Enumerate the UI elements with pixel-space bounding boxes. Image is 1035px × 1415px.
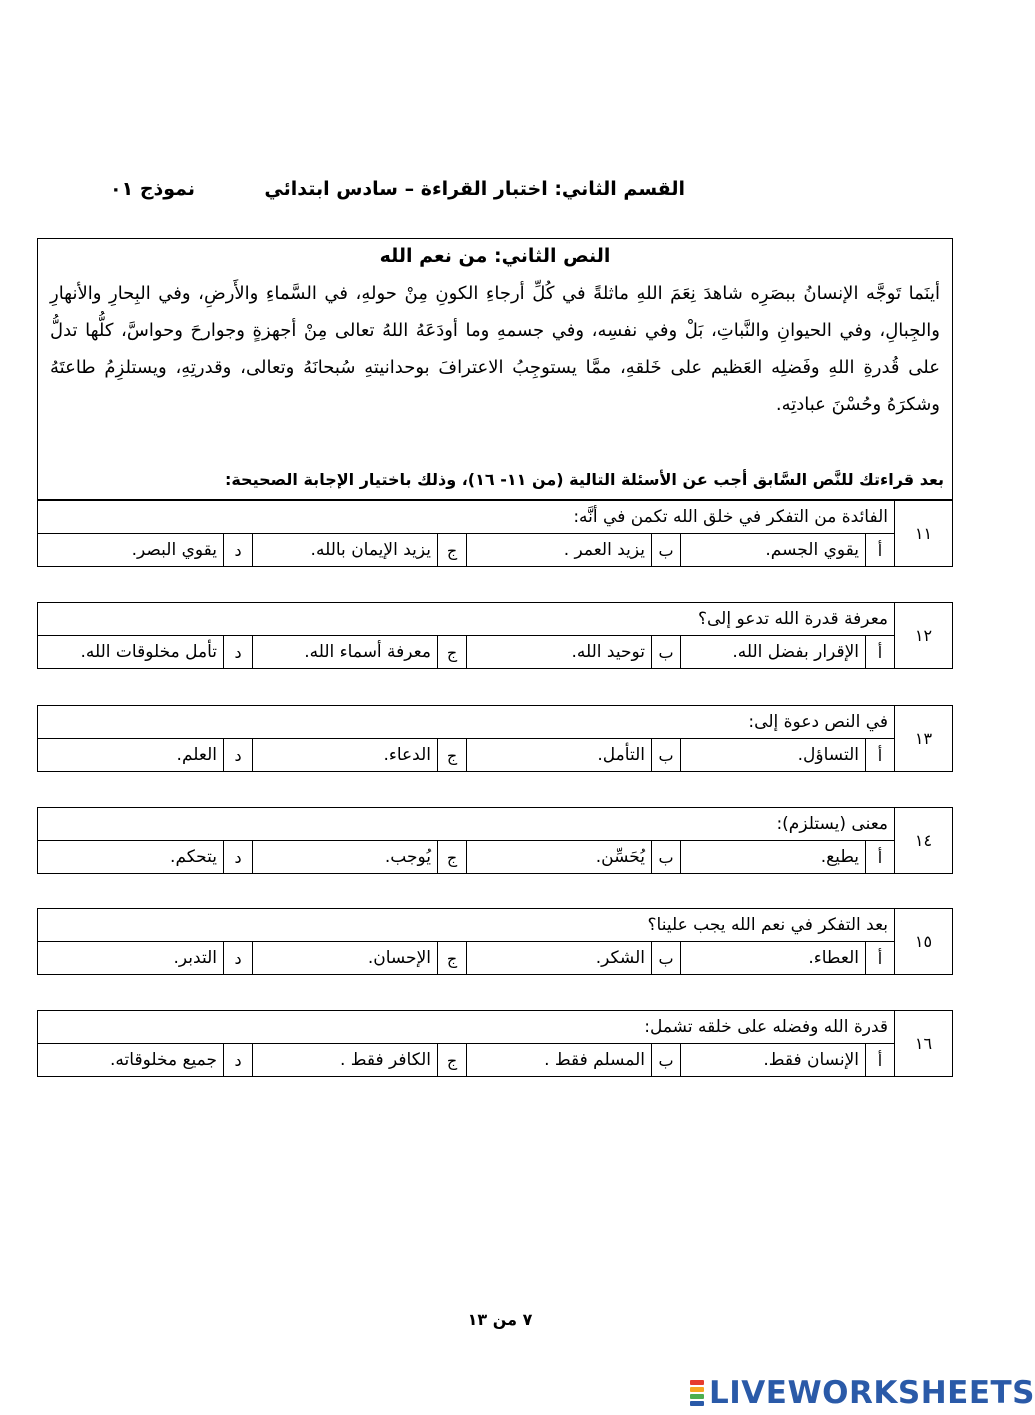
option-letter: د xyxy=(223,1044,252,1076)
option-letter: د xyxy=(223,636,252,668)
option-letter: أ xyxy=(865,739,894,771)
option-letter: ب xyxy=(651,1044,680,1076)
option-text: يُوجب. xyxy=(252,841,437,873)
option-letter: ب xyxy=(651,636,680,668)
watermark-text: LIVEWORKSHEETS xyxy=(709,1375,1035,1411)
question-block xyxy=(37,500,953,567)
page-header xyxy=(60,178,940,212)
question-block xyxy=(37,1010,953,1077)
question-stem: الفائدة من التفكر في خلق الله تكمن في أنَّه: xyxy=(38,501,894,534)
passage-title: النص الثاني: من نعم الله xyxy=(379,245,611,267)
option-text: الإنسان فقط. xyxy=(680,1044,865,1076)
question-number: ١٣ xyxy=(894,706,952,771)
question-stem: معرفة قدرة الله تدعو إلى؟ xyxy=(38,603,894,636)
answer-option[interactable] xyxy=(680,739,894,771)
option-text: تأمل مخلوقات الله. xyxy=(80,642,217,662)
question-stem: بعد التفكر في نعم الله يجب علينا؟ xyxy=(38,909,894,942)
option-letter: د xyxy=(223,942,252,974)
options-row xyxy=(38,534,894,566)
page-number: ٧ من ١٣ xyxy=(467,1310,533,1329)
option-letter: ج xyxy=(437,739,466,771)
passage-box xyxy=(37,238,953,500)
answer-option[interactable] xyxy=(680,534,894,566)
option-text: الإحسان. xyxy=(252,942,437,974)
liveworksheets-logo xyxy=(690,1375,1035,1411)
answer-option[interactable] xyxy=(38,1044,252,1076)
option-letter: أ xyxy=(865,534,894,566)
option-letter: ب xyxy=(651,841,680,873)
option-letter: ب xyxy=(651,534,680,566)
answer-option[interactable] xyxy=(252,739,466,771)
question-block xyxy=(37,705,953,772)
answer-option[interactable] xyxy=(466,636,680,668)
option-letter: ب xyxy=(651,739,680,771)
option-text: التساؤل. xyxy=(680,739,865,771)
answer-option[interactable] xyxy=(252,841,466,873)
answer-option[interactable] xyxy=(680,841,894,873)
instructions: بعد قراءتك للنَّص السَّابق أجب عن الأسئلة التالية (من ١١- ١٦)، وذلك باختيار الإجابة الصحيحة: xyxy=(224,470,944,489)
options-row xyxy=(38,841,894,873)
option-text: الإقرار بفضل الله. xyxy=(680,636,865,668)
option-letter: ج xyxy=(437,636,466,668)
answer-option[interactable] xyxy=(680,636,894,668)
answer-option[interactable] xyxy=(38,942,252,974)
option-letter: ج xyxy=(437,1044,466,1076)
answer-option[interactable] xyxy=(680,1044,894,1076)
answer-option[interactable] xyxy=(466,841,680,873)
option-text: جميع مخلوقاته. xyxy=(110,1050,217,1070)
option-letter: ج xyxy=(437,534,466,566)
answer-option[interactable] xyxy=(466,739,680,771)
option-letter: أ xyxy=(865,841,894,873)
option-letter: أ xyxy=(865,942,894,974)
option-text: يقوي الجسم. xyxy=(680,534,865,566)
answer-option[interactable] xyxy=(466,1044,680,1076)
option-letter: ج xyxy=(437,942,466,974)
option-letter: د xyxy=(223,534,252,566)
question-number: ١٦ xyxy=(894,1011,952,1076)
answer-option[interactable] xyxy=(252,1044,466,1076)
option-text: يتحكم. xyxy=(170,847,217,867)
liveworksheets-logo-icon xyxy=(690,1380,704,1406)
question-stem: قدرة الله وفضله على خلقه تشمل: xyxy=(38,1011,894,1044)
question-stem: معنى (يستلزم): xyxy=(38,808,894,841)
option-letter: د xyxy=(223,739,252,771)
question-number: ١٤ xyxy=(894,808,952,873)
option-letter: أ xyxy=(865,636,894,668)
options-row xyxy=(38,739,894,771)
question-block xyxy=(37,807,953,874)
option-letter: د xyxy=(223,841,252,873)
question-number: ١٢ xyxy=(894,603,952,668)
option-text: يطيع. xyxy=(680,841,865,873)
option-text: يُحَسِّن. xyxy=(466,841,651,873)
option-letter: ب xyxy=(651,942,680,974)
model-label: نموذج ٠١ xyxy=(110,178,196,200)
options-row xyxy=(38,636,894,668)
question-block xyxy=(37,602,953,669)
option-text: العلم. xyxy=(176,745,217,765)
option-text: الكافر فقط . xyxy=(252,1044,437,1076)
option-letter: ج xyxy=(437,841,466,873)
option-text: المسلم فقط . xyxy=(466,1044,651,1076)
answer-option[interactable] xyxy=(252,636,466,668)
option-text: يزيد العمر . xyxy=(466,534,651,566)
option-text: التأمل. xyxy=(466,739,651,771)
section-title: القسم الثاني: اختبار القراءة – سادس ابتدائي xyxy=(264,178,685,200)
option-text: معرفة أسماء الله. xyxy=(252,636,437,668)
option-text: العطاء. xyxy=(680,942,865,974)
option-text: يزيد الإيمان بالله. xyxy=(252,534,437,566)
options-row xyxy=(38,1044,894,1076)
answer-option[interactable] xyxy=(38,739,252,771)
question-stem: في النص دعوة إلى: xyxy=(38,706,894,739)
answer-option[interactable] xyxy=(466,942,680,974)
question-number: ١١ xyxy=(894,501,952,566)
option-letter: أ xyxy=(865,1044,894,1076)
answer-option[interactable] xyxy=(38,534,252,566)
answer-option[interactable] xyxy=(252,942,466,974)
answer-option[interactable] xyxy=(466,534,680,566)
answer-option[interactable] xyxy=(252,534,466,566)
option-text: يقوي البصر. xyxy=(131,540,217,560)
option-text: الشكر. xyxy=(466,942,651,974)
passage-text: أينَما تَوجَّه الإنسانُ ببصَرِه شاهدَ نِعَمَ اللهِ ماثلةً في كُلِّ أرجاءِ الكونِ مِنْ حولهِ، في السَّماءِ والأَرضِ، وفي البِحارِ والأنهارِ والجِبالِ، وفي الحيوانِ والنَّباتِ، بَلْ وفي نفسِه، وفي جسمهِ وما أودَعَهُ اللهُ تعالى مِنْ أجهزةٍ وجوارحَ وحواسَّ، كلُّها تدلُّ على قُدرةِ اللهِ وفَضلِه العَظيم على خَلقهِ، ممَّا يستوجِبُ الاعترافَ بوحدانيتهِ سُبحانَهُ وتعالى، وقدرتِهِ، ويستلزِمُ طاعتَهُ وشكرَهُ وحُسْنَ عبادتِه. xyxy=(50,283,940,415)
question-block xyxy=(37,908,953,975)
option-text: التدبر. xyxy=(173,948,217,968)
answer-option[interactable] xyxy=(38,841,252,873)
option-text: توحيد الله. xyxy=(466,636,651,668)
option-text: الدعاء. xyxy=(252,739,437,771)
answer-option[interactable] xyxy=(38,636,252,668)
answer-option[interactable] xyxy=(680,942,894,974)
options-row xyxy=(38,942,894,974)
question-number: ١٥ xyxy=(894,909,952,974)
